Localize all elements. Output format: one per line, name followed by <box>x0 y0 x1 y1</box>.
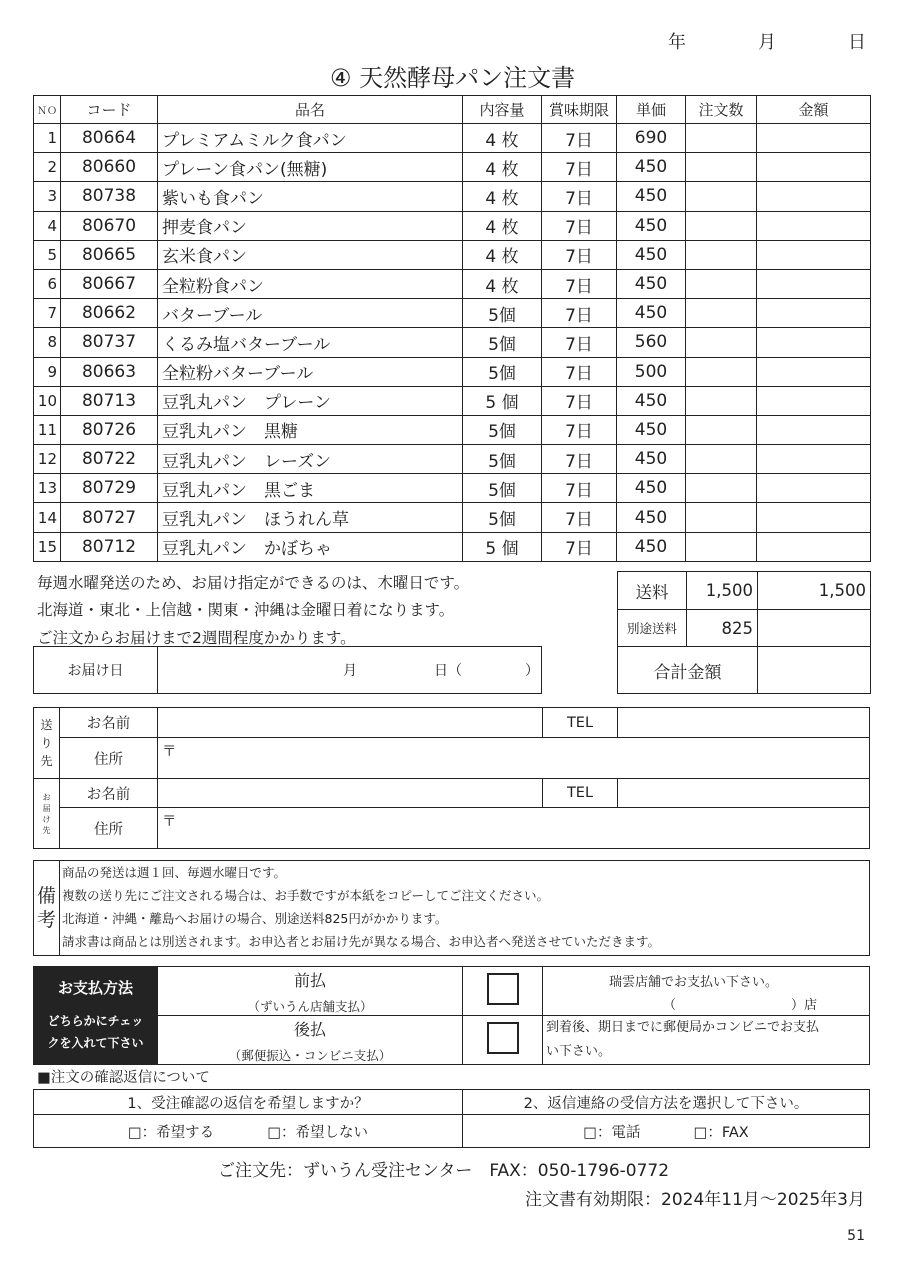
table-row <box>34 299 871 328</box>
product-code: 80722 <box>61 445 158 474</box>
confirm-question-1: 1、受注確認の返信を希望しますか？ <box>34 1090 463 1115</box>
table-row <box>34 124 871 153</box>
product-name: 豆乳丸パン レーズン <box>158 445 463 474</box>
product-expiry: 7日 <box>542 474 617 503</box>
order-count-field[interactable] <box>686 357 757 386</box>
product-name: 豆乳丸パン ほうれん草 <box>158 503 463 532</box>
product-quantity: 4 枚 <box>463 211 542 240</box>
order-count-field[interactable] <box>686 474 757 503</box>
prepay-option <box>158 967 463 1016</box>
header-qty: 内容量 <box>463 96 542 124</box>
product-name: 全粒粉食パン <box>158 269 463 298</box>
order-count-field[interactable] <box>686 124 757 153</box>
payment-method <box>33 966 870 1065</box>
unit-price: 450 <box>617 415 686 444</box>
confirmation-table <box>33 1089 870 1148</box>
amount-field[interactable] <box>757 532 871 561</box>
recipient-name-label: お名前 <box>60 779 158 808</box>
confirm-question-2: 2、返信連絡の受信方法を選択して下さい。 <box>463 1090 870 1115</box>
unit-price: 690 <box>617 124 686 153</box>
amount-field[interactable] <box>757 415 871 444</box>
remark-line: 複数の送り先にご注文される場合は、お手数ですが本紙をコピーしてご注文ください。 <box>62 888 550 903</box>
delivery-day-label: 日（ <box>434 663 462 679</box>
row-no: 11 <box>34 415 61 444</box>
remark-line: 商品の発送は週１回、毎週水曜日です。 <box>62 865 287 880</box>
sender-address-field[interactable] <box>158 738 870 779</box>
row-no: 8 <box>34 328 61 357</box>
payment-method-label <box>34 967 158 1065</box>
row-no: 2 <box>34 153 61 182</box>
table-row <box>34 386 871 415</box>
recipient-tel-field[interactable] <box>618 779 870 808</box>
delivery-date-label: お届け日 <box>34 647 158 694</box>
row-no: 3 <box>34 182 61 211</box>
amount-field[interactable] <box>757 445 871 474</box>
product-quantity: 5個 <box>463 474 542 503</box>
note-line: 北海道・東北・上信越・関東・沖縄は金曜日着になります。 <box>37 601 455 619</box>
grand-total-amount[interactable] <box>758 647 871 694</box>
prepay-desc: 瑞雲店舗でお支払い下さい。 <box>609 975 779 990</box>
amount-field[interactable] <box>757 211 871 240</box>
table-row <box>34 269 871 298</box>
product-name: 押麦食パン <box>158 211 463 240</box>
store-open: （ <box>663 998 677 1013</box>
order-count-field[interactable] <box>686 445 757 474</box>
unit-price: 450 <box>617 240 686 269</box>
postpay-desc: 到着後、期日までに郵便局かコンビニでお支払 <box>546 1020 820 1035</box>
amount-field[interactable] <box>757 357 871 386</box>
product-expiry: 7日 <box>542 124 617 153</box>
table-row <box>34 474 871 503</box>
unit-price: 450 <box>617 211 686 240</box>
sender-name-label: お名前 <box>60 708 158 738</box>
shipping-label: 送料 <box>618 572 687 610</box>
product-expiry: 7日 <box>542 357 617 386</box>
unit-price: 500 <box>617 357 686 386</box>
table-row <box>34 211 871 240</box>
table-row <box>34 240 871 269</box>
unit-price: 450 <box>617 445 686 474</box>
remarks-box <box>33 860 870 956</box>
product-code: 80664 <box>61 124 158 153</box>
unit-price: 450 <box>617 299 686 328</box>
product-expiry: 7日 <box>542 299 617 328</box>
store-close: ）店 <box>791 998 818 1013</box>
product-code: 80737 <box>61 328 158 357</box>
header-price: 単価 <box>617 96 686 124</box>
option-fax[interactable]: □：FAX <box>693 1124 749 1141</box>
recipient-address-field[interactable] <box>158 808 870 849</box>
postal-mark: 〒 <box>162 814 177 830</box>
product-quantity: 5個 <box>463 503 542 532</box>
unit-price: 450 <box>617 503 686 532</box>
table-row <box>34 415 871 444</box>
amount-field[interactable] <box>757 153 871 182</box>
product-quantity: 5個 <box>463 445 542 474</box>
table-row <box>34 503 871 532</box>
grand-total-label: 合計金額 <box>618 647 758 694</box>
confirmation-heading: ■注文の確認返信について <box>37 1070 210 1086</box>
product-expiry: 7日 <box>542 269 617 298</box>
row-no: 10 <box>34 386 61 415</box>
shipping-summary <box>617 571 871 694</box>
note-line: ご注文からお届けまで2週間程度かかります。 <box>37 629 356 647</box>
delivery-date-box <box>33 646 542 694</box>
order-count-field[interactable] <box>686 386 757 415</box>
row-no: 12 <box>34 445 61 474</box>
product-quantity: 5個 <box>463 328 542 357</box>
order-count-field[interactable] <box>686 503 757 532</box>
unit-price: 560 <box>617 328 686 357</box>
product-quantity: 5個 <box>463 415 542 444</box>
amount-field[interactable] <box>757 474 871 503</box>
amount-field[interactable] <box>757 124 871 153</box>
recipient-tel-label: TEL <box>543 779 618 808</box>
product-code: 80663 <box>61 357 158 386</box>
header-name: 品名 <box>158 96 463 124</box>
order-contact: ご注文先：ずいうん受注センター FAX：050-1796-0772 <box>218 1161 670 1181</box>
remarks-text <box>60 861 870 956</box>
table-row <box>34 532 871 561</box>
postpay-description <box>543 1016 870 1065</box>
product-name: 紫いも食パン <box>158 182 463 211</box>
sender-section-label: 送 り 先 <box>34 708 60 779</box>
remark-line: 北海道・沖縄・離島へお届けの場合、別途送料825円がかかります。 <box>62 911 448 926</box>
prepay-sub: （ずいうん店舗支払） <box>247 998 373 1014</box>
product-quantity: 5個 <box>463 299 542 328</box>
amount-field[interactable] <box>757 328 871 357</box>
product-table <box>33 95 871 562</box>
header-no: ＮＯ <box>34 96 61 124</box>
product-code: 80670 <box>61 211 158 240</box>
prepay-checkbox-cell <box>463 967 543 1016</box>
product-code: 80712 <box>61 532 158 561</box>
unit-price: 450 <box>617 182 686 211</box>
product-name: 豆乳丸パン 黒糖 <box>158 415 463 444</box>
amount-field[interactable] <box>757 182 871 211</box>
product-name: 豆乳丸パン プレーン <box>158 386 463 415</box>
amount-field[interactable] <box>757 240 871 269</box>
product-code: 80660 <box>61 153 158 182</box>
product-code: 80727 <box>61 503 158 532</box>
product-name: くるみ塩バターブール <box>158 328 463 357</box>
product-expiry: 7日 <box>542 503 617 532</box>
payment-instruction: どちらかにチェッ <box>47 1014 144 1028</box>
postpay-sub: （郵便振込・コンビニ支払） <box>228 1047 392 1063</box>
prepay-checkbox[interactable] <box>487 973 519 1005</box>
amount-field[interactable] <box>757 386 871 415</box>
header-code: コード <box>61 96 158 124</box>
shipping-total: 1,500 <box>758 572 871 610</box>
sender-name-field[interactable] <box>158 708 543 738</box>
order-count-field[interactable] <box>686 182 757 211</box>
delivery-month-label: 月 <box>343 663 357 679</box>
extra-shipping-label: 別途送料 <box>618 610 687 647</box>
remark-line: 請求書は商品とは別送されます。お申込者とお届け先が異なる場合、お申込者へ発送させていただきます。 <box>62 934 661 949</box>
product-name: プレーン食パン(無糖) <box>158 153 463 182</box>
amount-field[interactable] <box>757 269 871 298</box>
extra-shipping-value: 825 <box>687 610 758 647</box>
product-code: 80738 <box>61 182 158 211</box>
delivery-weekday-close: ） <box>525 663 539 679</box>
amount-field[interactable] <box>757 299 871 328</box>
year-label: 年 <box>668 32 686 53</box>
extra-shipping-amount[interactable] <box>758 610 871 647</box>
product-expiry: 7日 <box>542 328 617 357</box>
unit-price: 450 <box>617 532 686 561</box>
option-phone[interactable]: □：電話 <box>583 1124 641 1141</box>
product-name: プレミアムミルク食パン <box>158 124 463 153</box>
product-expiry: 7日 <box>542 445 617 474</box>
header-amount: 金額 <box>757 96 871 124</box>
product-quantity: 5 個 <box>463 386 542 415</box>
product-name: 玄米食パン <box>158 240 463 269</box>
product-name: バターブール <box>158 299 463 328</box>
confirm-reply-options <box>34 1115 463 1148</box>
table-row <box>34 328 871 357</box>
table-row <box>34 182 871 211</box>
address-table <box>33 707 870 849</box>
order-count-field[interactable] <box>686 153 757 182</box>
product-quantity: 4 枚 <box>463 124 542 153</box>
delivery-date-field[interactable] <box>158 647 542 694</box>
shipping-unit: 1,500 <box>687 572 758 610</box>
order-count-field[interactable] <box>686 240 757 269</box>
month-label: 月 <box>758 32 776 53</box>
product-quantity: 4 枚 <box>463 240 542 269</box>
postpay-checkbox-cell <box>463 1016 543 1065</box>
note-line: 毎週水曜発送のため、お届け指定ができるのは、木曜日です。 <box>37 574 470 592</box>
page-title: ④ 天然酵母パン注文書 <box>329 64 576 92</box>
table-row <box>34 445 871 474</box>
product-quantity: 4 枚 <box>463 182 542 211</box>
table-row <box>34 357 871 386</box>
prepay-description <box>543 967 870 1016</box>
header-expiry: 賞味期限 <box>542 96 617 124</box>
product-name: 豆乳丸パン かぼちゃ <box>158 532 463 561</box>
unit-price: 450 <box>617 269 686 298</box>
product-expiry: 7日 <box>542 532 617 561</box>
product-expiry: 7日 <box>542 182 617 211</box>
row-no: 4 <box>34 211 61 240</box>
product-quantity: 4 枚 <box>463 153 542 182</box>
amount-field[interactable] <box>757 503 871 532</box>
order-count-field[interactable] <box>686 532 757 561</box>
postpay-checkbox[interactable] <box>487 1022 519 1054</box>
product-quantity: 5個 <box>463 357 542 386</box>
sender-address-label: 住所 <box>60 738 158 779</box>
order-count-field[interactable] <box>686 269 757 298</box>
product-name: 全粒粉バターブール <box>158 357 463 386</box>
product-expiry: 7日 <box>542 153 617 182</box>
row-no: 1 <box>34 124 61 153</box>
row-no: 9 <box>34 357 61 386</box>
table-header-row <box>34 96 871 124</box>
product-code: 80667 <box>61 269 158 298</box>
recipient-section-label: お 届 け 先 <box>34 779 60 849</box>
option-no-reply[interactable]: □：希望しない <box>267 1124 369 1141</box>
order-count-field[interactable] <box>686 415 757 444</box>
postpay-option <box>158 1016 463 1065</box>
recipient-name-field[interactable] <box>158 779 543 808</box>
page-number: 51 <box>847 1228 865 1244</box>
product-quantity: 4 枚 <box>463 269 542 298</box>
order-count-field[interactable] <box>686 328 757 357</box>
unit-price: 450 <box>617 386 686 415</box>
order-count-field[interactable] <box>686 299 757 328</box>
product-code: 80726 <box>61 415 158 444</box>
validity-period: 注文書有効期限：2024年11月～2025年3月 <box>525 1190 865 1210</box>
prepay-label: 前払 <box>293 970 326 990</box>
sender-tel-label: TEL <box>543 708 618 738</box>
row-no: 6 <box>34 269 61 298</box>
product-code: 80729 <box>61 474 158 503</box>
postal-mark: 〒 <box>162 744 177 760</box>
option-want-reply[interactable]: □：希望する <box>127 1124 215 1141</box>
product-code: 80662 <box>61 299 158 328</box>
recipient-address-label: 住所 <box>60 808 158 849</box>
unit-price: 450 <box>617 153 686 182</box>
order-count-field[interactable] <box>686 211 757 240</box>
row-no: 7 <box>34 299 61 328</box>
postpay-label: 後払 <box>293 1019 326 1039</box>
product-expiry: 7日 <box>542 386 617 415</box>
row-no: 5 <box>34 240 61 269</box>
remarks-label: 備 考 <box>34 861 60 956</box>
product-code: 80713 <box>61 386 158 415</box>
product-expiry: 7日 <box>542 211 617 240</box>
product-expiry: 7日 <box>542 415 617 444</box>
product-code: 80665 <box>61 240 158 269</box>
row-no: 13 <box>34 474 61 503</box>
day-label: 日 <box>848 32 866 53</box>
confirm-method-options <box>463 1115 870 1148</box>
payment-instruction: クを入れて下さい <box>47 1036 144 1050</box>
table-row <box>34 153 871 182</box>
unit-price: 450 <box>617 474 686 503</box>
product-name: 豆乳丸パン 黒ごま <box>158 474 463 503</box>
header-order-count: 注文数 <box>686 96 757 124</box>
product-quantity: 5 個 <box>463 532 542 561</box>
row-no: 15 <box>34 532 61 561</box>
sender-tel-field[interactable] <box>618 708 870 738</box>
payment-title: お支払方法 <box>57 979 133 997</box>
row-no: 14 <box>34 503 61 532</box>
product-expiry: 7日 <box>542 240 617 269</box>
postpay-desc: い下さい。 <box>546 1044 612 1059</box>
